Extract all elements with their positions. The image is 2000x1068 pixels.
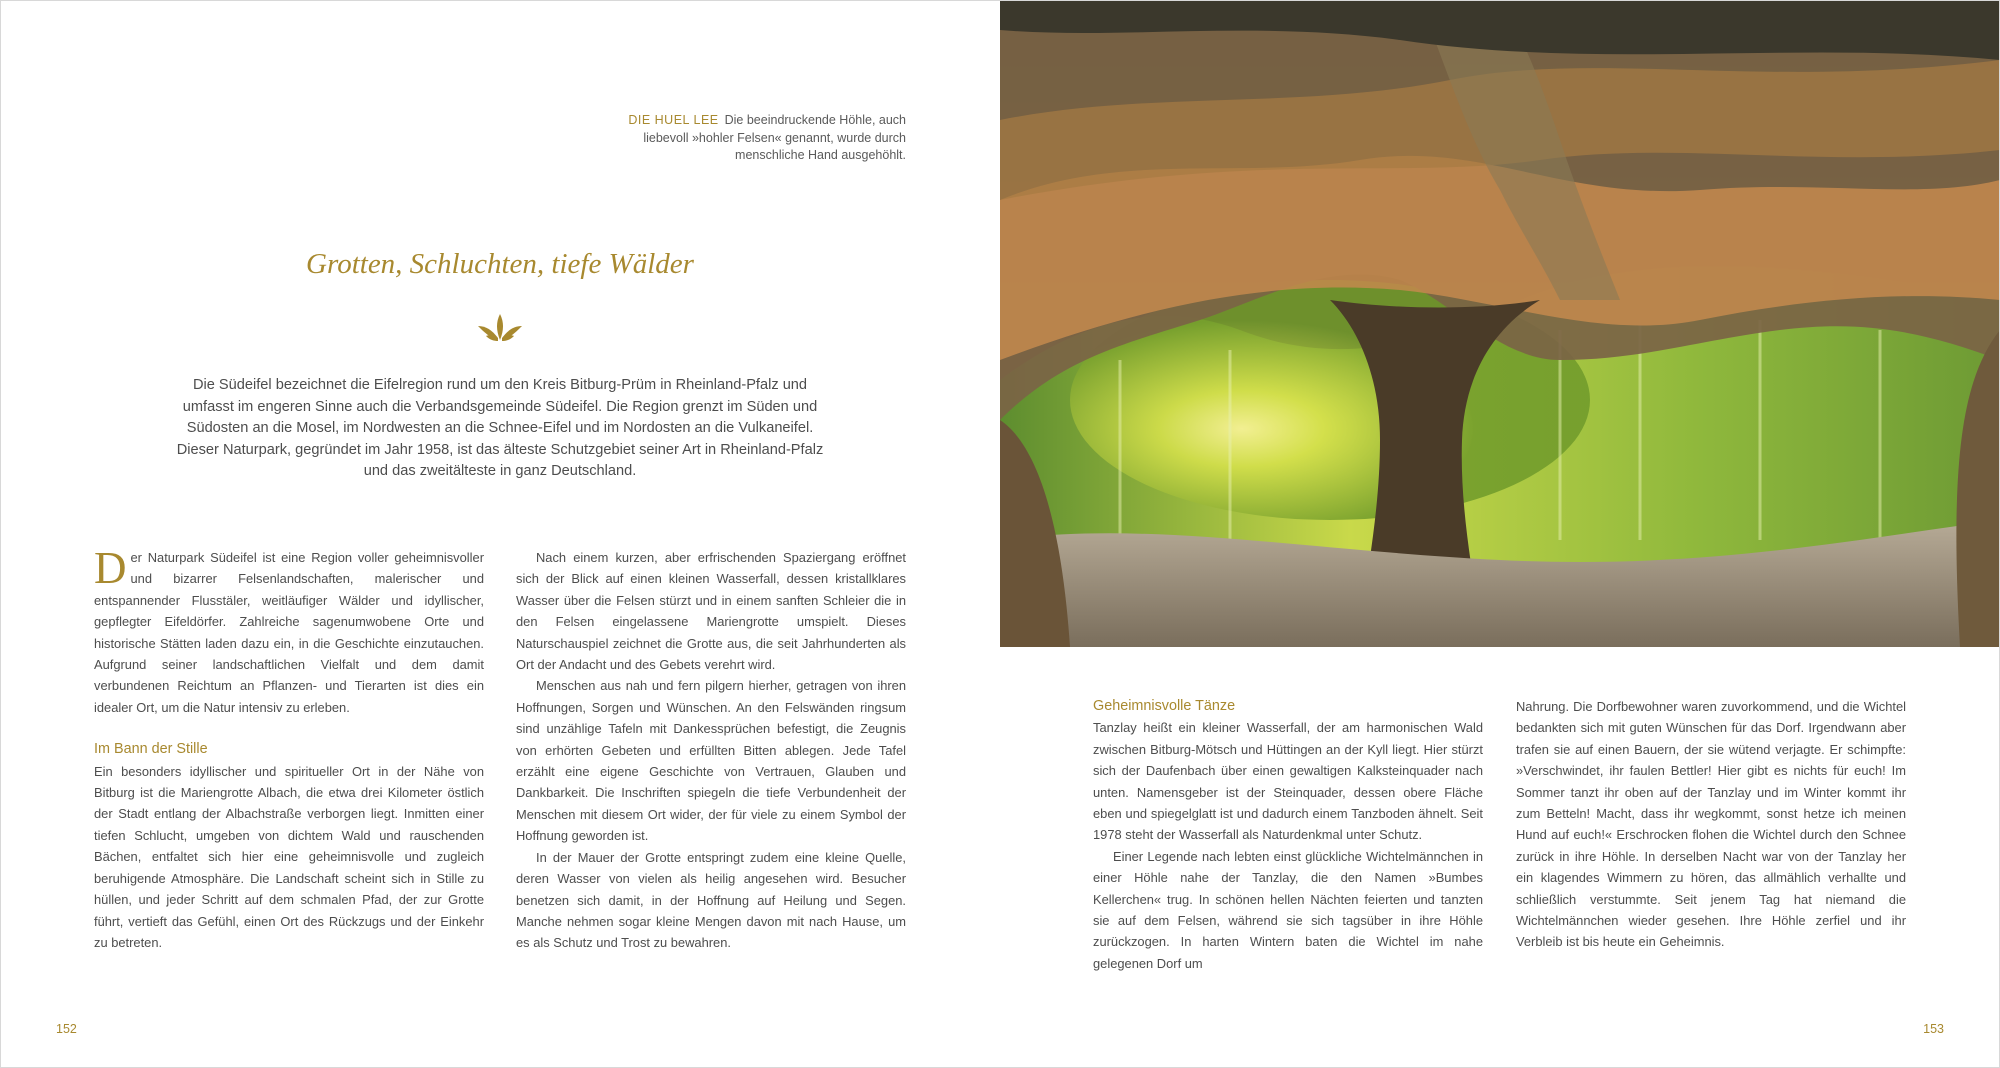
body-paragraph: Tanzlay heißt ein kleiner Wasserfall, der am harmonischen Wald zwischen Bitburg-Mötsch und Hüttingen an der Kyll liegt. Hier stürzt sich der Daufenbach über einen gewaltigen Kalksteinquader nach unten. Namensgeber ist der Steinquader, dessen obere Fläche eben und spiegelglatt ist und dadurch einem Tanzboden ähnelt. Seit 1978 steht der Wasserfall als Naturdenkmal unter Schutz. bbox=[1093, 720, 1483, 843]
intro-text: er Naturpark Südeifel ist eine Region voller geheimnisvoller und bizarrer Felsenlandschaften, malerischer und entspannender Flusstäler, weitläufiger Wälder und idyllischer, gepflegter Eifeldörfer. Zahlreiche sagenumwobene Orte und historische Stätten laden dazu ein, in die Geschichte einzutauchen. Aufgrund seiner landschaftlichen Vielfalt und dem damit verbundenen Reichtum an Pflanzen- und Tierarten ist dies ein idealer Ort, um die Natur intensiv zu erleben. bbox=[94, 550, 484, 715]
body-paragraph: Einer Legende nach lebten einst glückliche Wichtelmännchen in einer Höhle nahe der Tanzlay, die den Namen »Bumbes Kellerchen« trug. In schönen hellen Nächten feierten und tanzten sie auf dem Felsen, während sie sich tagsüber in ihre Höhle zurückzogen. In harten Wintern baten die Wichtel im nahe gelegenen Dorf um bbox=[1093, 848, 1483, 971]
drop-cap: D bbox=[94, 543, 127, 593]
photo-caption bbox=[600, 112, 906, 165]
page-number-left: 152 bbox=[56, 1022, 77, 1036]
text-column-4 bbox=[1516, 696, 1906, 953]
cave-photo bbox=[1000, 0, 2000, 647]
caption-text: Die beeindruckende Höhle, auch liebevoll »hohler Felsen« genannt, wurde durch menschliche Hand ausgehöhlt. bbox=[643, 113, 906, 162]
body-paragraph: Nahrung. Die Dorfbewohner waren zuvorkommend, und die Wichtel bedankten sich mit guten Wünschen für das Dorf. Irgendwann aber trafen sie auf einen Bauern, der sie wütend verjagte. Er schimpfte: »Verschwindet, ihr faulen Bettler! Hier gibt es nichts für euch! Im Sommer tanzt ihr oben auf der Tanzlay und im Winter kommt ihr zum Betteln! Macht, dass ihr wegkommt, sonst hetze ich meinen Hund auf euch!« Erschrocken flohen die Wichtel durch den Schnee zurück in ihre Höhle. In derselben Nacht war von der Tanzlay her ein klagendes Wimmern zu hören, das allmählich verhallte und schließlich verstummte. Seit jenem Tag hat niemand die Wichtelmännchen wieder gesehen. Ihre Höhle zerfiel und ihr Verbleib ist bis heute ein Geheimnis. bbox=[1516, 699, 1906, 950]
section-heading-stille: Im Bann der Stille bbox=[94, 741, 208, 758]
body-paragraph: Ein besonders idyllischer und spiritueller Ort in der Nähe von Bitburg ist die Mariengrotte Albach, die etwa drei Kilometer östlich der Stadt entlang der Albachstraße verborgen liegt. Inmitten einer tiefen Schlucht, umgeben von dichtem Wald und rauschenden Bächen, entfaltet sich hier eine geheimnisvolle und zugleich beruhigende Atmosphäre. Die Landschaft scheint sich in Stille zu hüllen, und jeder Schritt auf dem schmalen Pfad, der zur Grotte führt, vertieft das Gefühl, einen Ort des Rückzugs und der Einkehr zu betreten. bbox=[94, 763, 484, 950]
section-heading-taenze: Geheimnisvolle Tänze bbox=[1093, 698, 1236, 714]
lead-paragraph: Die Südeifel bezeichnet die Eifelregion rund um den Kreis Bitburg-Prüm in Rheinland-Pfalz und umfasst im engeren Sinne auch die Verbandsgemeinde Südeifel. Die Region grenzt im Süden und Südosten an die Mosel, im Nordwesten an die Schnee-Eifel und im Nordosten an die Vulkaneifel. Dieser Naturpark, gegründet im Jahr 1958, ist das älteste Schutzgebiet seiner Art in Rheinland-Pfalz und das zweitälteste in ganz Deutschland. bbox=[176, 377, 824, 479]
text-column-1 bbox=[94, 543, 484, 953]
body-paragraph: In der Mauer der Grotte entspringt zudem eine kleine Quelle, deren Wasser von vielen als heilig angesehen wird. Besucher benetzen sich damit, in der Hoffnung auf Heilung und Segen. Manche nehmen sogar kleine Mengen davon mit nach Hause, um es als Schutz und Trost zu bewahren. bbox=[516, 849, 906, 951]
page-title: Grotten, Schluchten, tiefe Wälder bbox=[306, 248, 694, 280]
body-paragraph: Menschen aus nah und fern pilgern hierher, getragen von ihren Hoffnungen, Sorgen und Wünschen. An den Felswänden ringsum sind unzählige Tafeln mit Dankessprüchen befestigt, die Zeugnis von erhörten Gebeten und erfüllten Bitten ablegen. Jede Tafel erzählt eine eigene Geschichte von Vertrauen, Glauben und Dankbarkeit. Die Inschriften spiegeln die tiefe Verbundenheit der Menschen mit diesem Ort wider, der für viele zu einem Symbol der Hoffnung geworden ist. bbox=[516, 678, 906, 844]
cave-illustration bbox=[1000, 0, 2000, 647]
text-column-2 bbox=[516, 547, 906, 954]
body-paragraph: Nach einem kurzen, aber erfrischenden Spaziergang eröffnet sich der Blick auf einen kleinen Wasserfall, dessen kristallklares Wasser über die Felsen stürzt und in einem sanften Schleier die in den Felsen eingelassene Mariengrotte umspielt. Dieses Naturschauspiel zeichnet die Grotte aus, die seit Jahrhunderten als Ort der Andacht und des Gebets verehrt wird. bbox=[516, 550, 906, 673]
caption-title: DIE HUEL LEE bbox=[628, 113, 719, 127]
text-column-3 bbox=[1093, 696, 1483, 974]
lotus-ornament-icon bbox=[476, 310, 524, 344]
page-number-right: 153 bbox=[1923, 1022, 1944, 1036]
intro-paragraph bbox=[94, 543, 484, 718]
